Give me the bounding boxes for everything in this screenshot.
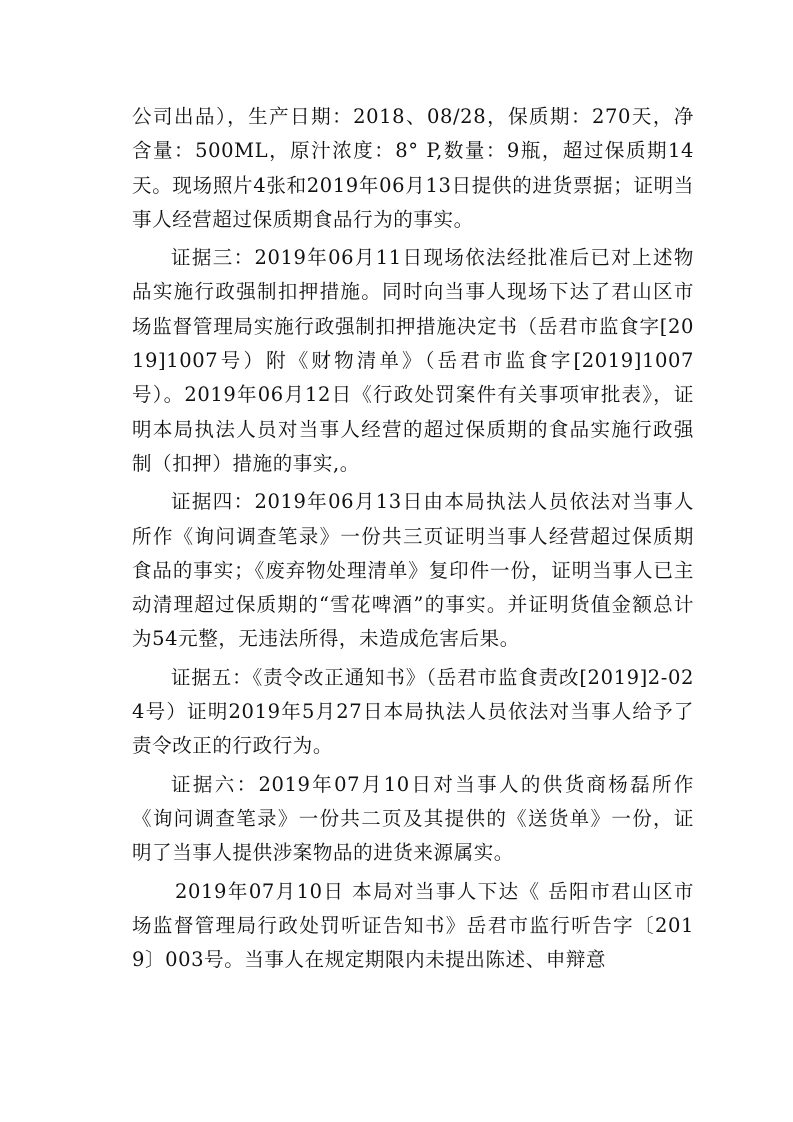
paragraph-evidence-five: 证据五：《责令改正通知书》（岳君市监食责改[2019]2-024号）证明2019年5月27日本局执法人员依法对当事人给予了责令改正的行政行为。: [132, 665, 694, 758]
paragraph-evidence-three: 证据三：2019年06月11日现场依法经批准后已对上述物品实施行政强制扣押措施。同时向当事人现场下达了君山区市场监督管理局实施行政强制扣押措施决定书（岳君市监食字[2019]1007号）附《财物清单》（岳君市监食字[2019]1007号）。2019年06月12日《行政处罚案件有关事项审批表》，证明本局执法人员对当事人经营的超过保质期的食品实施行政强制（扣押）措施的事实,。: [132, 246, 694, 475]
document-body: [132, 100, 694, 977]
paragraph-evidence-six: 证据六：2019年07月10日对当事人的供货商杨磊所作《询问调查笔录》一份共二页及其提供的《送货单》一份，证明了当事人提供涉案物品的进货来源属实。: [132, 772, 694, 865]
paragraph-evidence-four: 证据四：2019年06月13日由本局执法人员依法对当事人所作《询问调查笔录》一份共三页证明当事人经营超过保质期食品的事实；《废弃物处理清单》复印件一份，证明当事人已主动清理超过保质期的“雪花啤酒”的事实。并证明货值金额总计为54元整，无违法所得，未造成危害后果。: [132, 490, 694, 651]
paragraph-evidence-continued: 公司出品），生产日期：2018、08/28，保质期：270天，净含量：500ML，原汁浓度：8° P,数量：9瓶，超过保质期14天。现场照片4张和2019年06月13日提供的进货票据；证明当事人经营超过保质期食品行为的事实。: [132, 105, 694, 231]
paragraph-hearing-notice: 2019年07月10日 本局对当事人下达《 岳阳市君山区市场监督管理局行政处罚听证告知书》岳君市监行听告字〔2019〕003号。当事人在规定期限内未提出陈述、申辩意: [132, 879, 694, 972]
